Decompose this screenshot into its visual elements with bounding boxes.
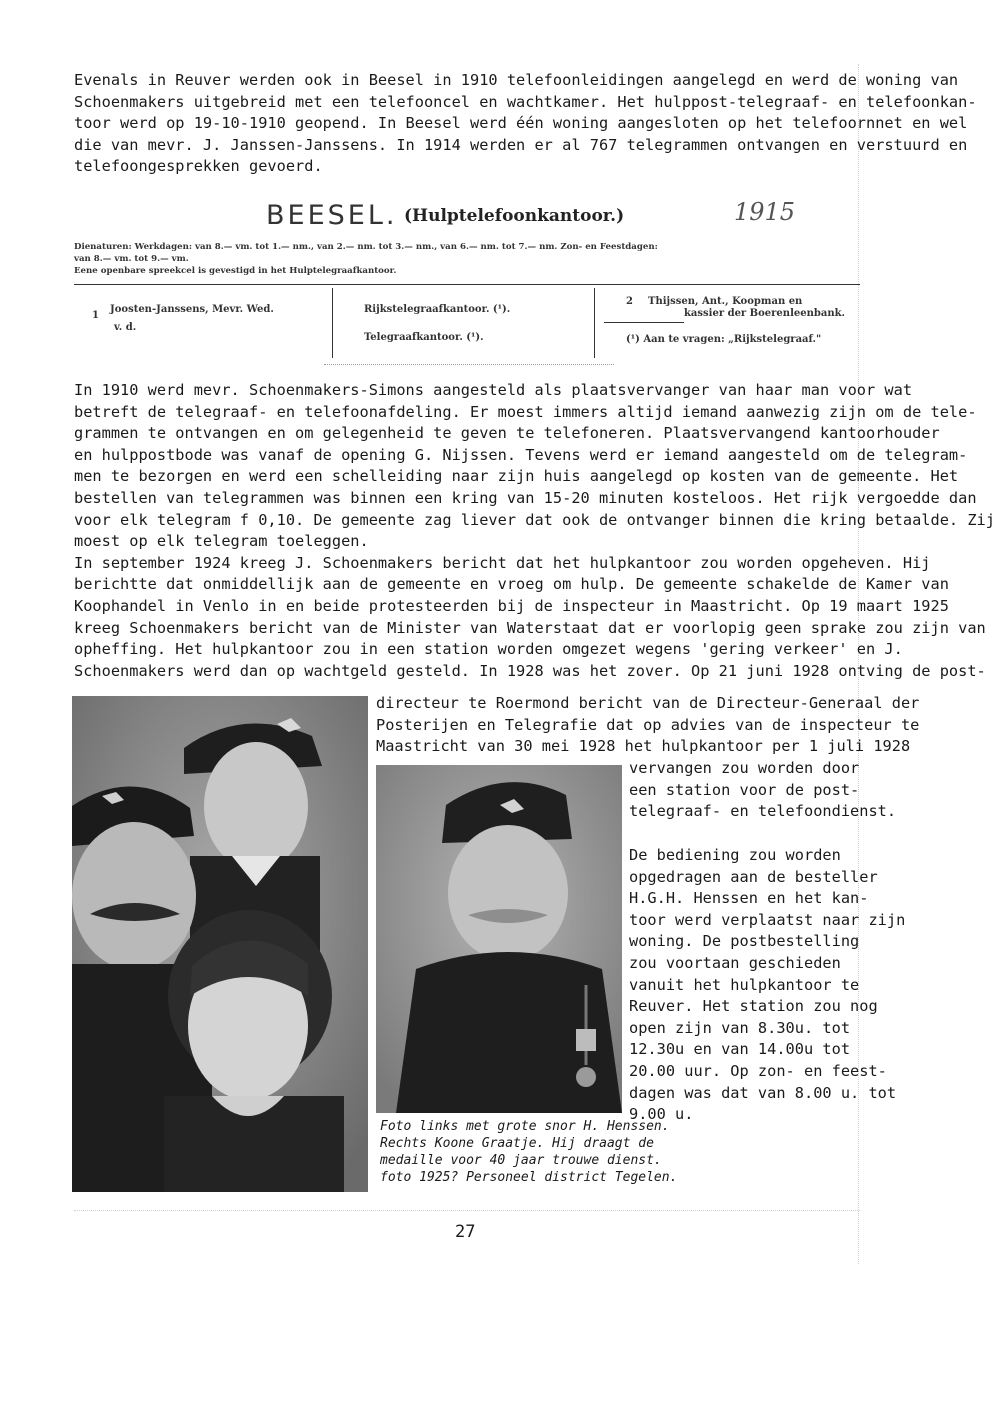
caption-line: Foto links met grote snor H. Henssen. (380, 1119, 670, 1134)
phonebook-clipping (74, 192, 860, 378)
text-line: Koophandel in Venlo in en beide protesteerden bij de inspecteur in Maastricht. Op 19 maart 1925 (74, 596, 949, 615)
clipping-footnote: (¹) Aan te vragen: „Rijkstelegraaf." (626, 334, 822, 345)
photo-caption (380, 1118, 678, 1186)
text-line: In 1910 werd mevr. Schoenmakers-Simons aangesteld als plaatsvervanger van haar man voor wat (74, 381, 913, 399)
text-line: telegraaf- en telefoondienst. (629, 802, 897, 821)
page-footer-rule (74, 1210, 860, 1211)
caption-line: medaille voor 40 jaar trouwe dienst. (380, 1153, 662, 1168)
text-line: 20.00 uur. Op zon- en feest- (629, 1061, 887, 1080)
text-line: De bediening zou worden (629, 846, 841, 864)
text-line: Schoenmakers uitgebreid met een telefooncel en wachtkamer. Het hulppost-telegraaf- en telefoonkan- (74, 92, 977, 111)
entry-sub: v. d. (114, 322, 137, 333)
clipping-column-rule (332, 288, 333, 358)
entry-name (110, 304, 274, 315)
entry-number: 2 (626, 296, 633, 307)
text-line: Posterijen en Telegrafie dat op advies van de inspecteur te (376, 715, 920, 734)
clipping-hours: van 8.— vm. tot 9.— vm. (74, 254, 189, 264)
text-line: opheffing. Het hulpkantoor zou in een station worden omgezet wegens 'gering verkeer' en J. (74, 640, 903, 659)
text-line: een station voor de post- (629, 780, 860, 799)
clipping-title: BEESEL. (266, 200, 398, 231)
intro-paragraph (74, 70, 977, 178)
text-line: dagen was dat van 8.00 u. tot (629, 1083, 897, 1102)
history-paragraph (74, 380, 995, 682)
text-line: Evenals in Reuver werden ook in Beesel in 1910 telefoonleidingen aangelegd en werd de woning van (74, 71, 959, 89)
clipping-rule (324, 364, 614, 365)
text-line: betreft de telegraaf- en telefoonafdeling. Er moest immers altijd iemand aanwezig zijn om de tele- (74, 402, 977, 421)
text-line: directeur te Roermond bericht van de Directeur-Generaal der (376, 694, 920, 712)
clipping-subtitle: (Hulptelefoonkantoor.) (404, 206, 625, 226)
text-line: grammen te ontvangen en om gelegenheid te geven te telefoneren. Plaatsvervangend kantoorhouder (74, 424, 940, 443)
clipping-column-rule (594, 288, 595, 358)
text-line: woning. De postbestelling (629, 932, 860, 951)
text-line: voor elk telegram f 0,10. De gemeente zag liever dat ook de ontvanger binnen die kring betaalde. Zij (74, 510, 995, 529)
text-line: In september 1924 kreeg J. Schoenmakers bericht dat het hulpkantoor zou worden opgeheven. Hij (74, 553, 931, 572)
clipping-rule (604, 322, 684, 323)
entry-name: Thijssen, Ant., Koopman en (648, 296, 803, 307)
text-line: vanuit het hulpkantoor te (629, 975, 860, 994)
clipping-rule (74, 284, 860, 285)
text-line: open zijn van 8.30u. tot (629, 1018, 851, 1037)
caption-line: foto 1925? Personeel district Tegelen. (380, 1170, 678, 1185)
text-line: vervangen zou worden door (629, 759, 860, 777)
portrait-photo-drawing (376, 765, 622, 1113)
entry-name-text: Joosten-Janssens, Mevr. Wed. (110, 304, 274, 315)
group-photo (72, 696, 368, 1192)
text-line: zou voortaan geschieden (629, 953, 841, 972)
wrapped-text (629, 758, 897, 823)
text-line: opgedragen aan de besteller (629, 867, 878, 886)
text-line: Maastricht van 30 mei 1928 het hulpkantoor per 1 juli 1928 (376, 737, 911, 756)
wrapped-text (629, 845, 906, 1126)
handwritten-year: 1915 (734, 198, 796, 226)
clipping-hours: Dienaturen: Werkdagen: van 8.— vm. tot 1.— nm., van 2.— nm. tot 3.— nm., van 6.— nm. tot 7.— nm. Zon- en Feestdagen: (74, 242, 658, 252)
portrait-photo (376, 765, 622, 1113)
text-line: 12.30u en van 14.00u tot (629, 1040, 851, 1059)
text-line: Reuver. Het station zou nog (629, 997, 878, 1016)
entry-number: 1 (92, 310, 99, 321)
group-photo-drawing (72, 696, 368, 1192)
text-line: Schoenmakers werd dan op wachtgeld gesteld. In 1928 was het zover. Op 21 juni 1928 ontving de post- (74, 661, 986, 680)
text-line: en hulppostbode was vanaf de opening G. Nijssen. Tevens werd er iemand aangesteld om de telegram- (74, 445, 968, 464)
entry-telegraafkantoor: Telegraafkantoor. (¹). (364, 332, 484, 343)
text-line: kreeg Schoenmakers bericht van de Minister van Waterstaat dat er voorlopig geen sprake zou zijn van (74, 618, 986, 637)
text-line: 9.00 u. (629, 1105, 694, 1124)
clipping-hours: Eene openbare spreekcel is gevestigd in het Hulptelegraafkantoor. (74, 266, 397, 276)
text-line: berichtte dat onmiddellijk aan de gemeente en vroeg om hulp. De gemeente schakelde de Kamer van (74, 575, 949, 594)
wrapped-text (376, 693, 920, 758)
text-line: die van mevr. J. Janssen-Janssens. In 1914 werden er al 767 telegrammen ontvangen en verstuurd en (74, 135, 968, 154)
text-line: toor werd verplaatst naar zijn (629, 910, 906, 929)
entry-sub: kassier der Boerenleenbank. (684, 308, 846, 319)
page-number: 27 (455, 1222, 476, 1242)
entry-rijkstelegraaf: Rijkstelegraafkantoor. (¹). (364, 304, 511, 315)
text-line: men te bezorgen en werd een schelleiding naar zijn huis aangelegd op kosten van de gemeente. Het (74, 467, 959, 486)
text-line: moest op elk telegram toeleggen. (74, 532, 369, 551)
text-line: bestellen van telegrammen was binnen een kring van 15-20 minuten kosteloos. Het rijk vergoedde dan (74, 488, 977, 507)
text-line: H.G.H. Henssen en het kan- (629, 889, 869, 908)
text-line: toor werd op 19-10-1910 geopend. In Beesel werd één woning aangesloten op het telefoornnet en wel (74, 114, 968, 133)
text-line: telefoongesprekken gevoerd. (74, 157, 323, 176)
caption-line: Rechts Koone Graatje. Hij draagt de (380, 1136, 654, 1151)
